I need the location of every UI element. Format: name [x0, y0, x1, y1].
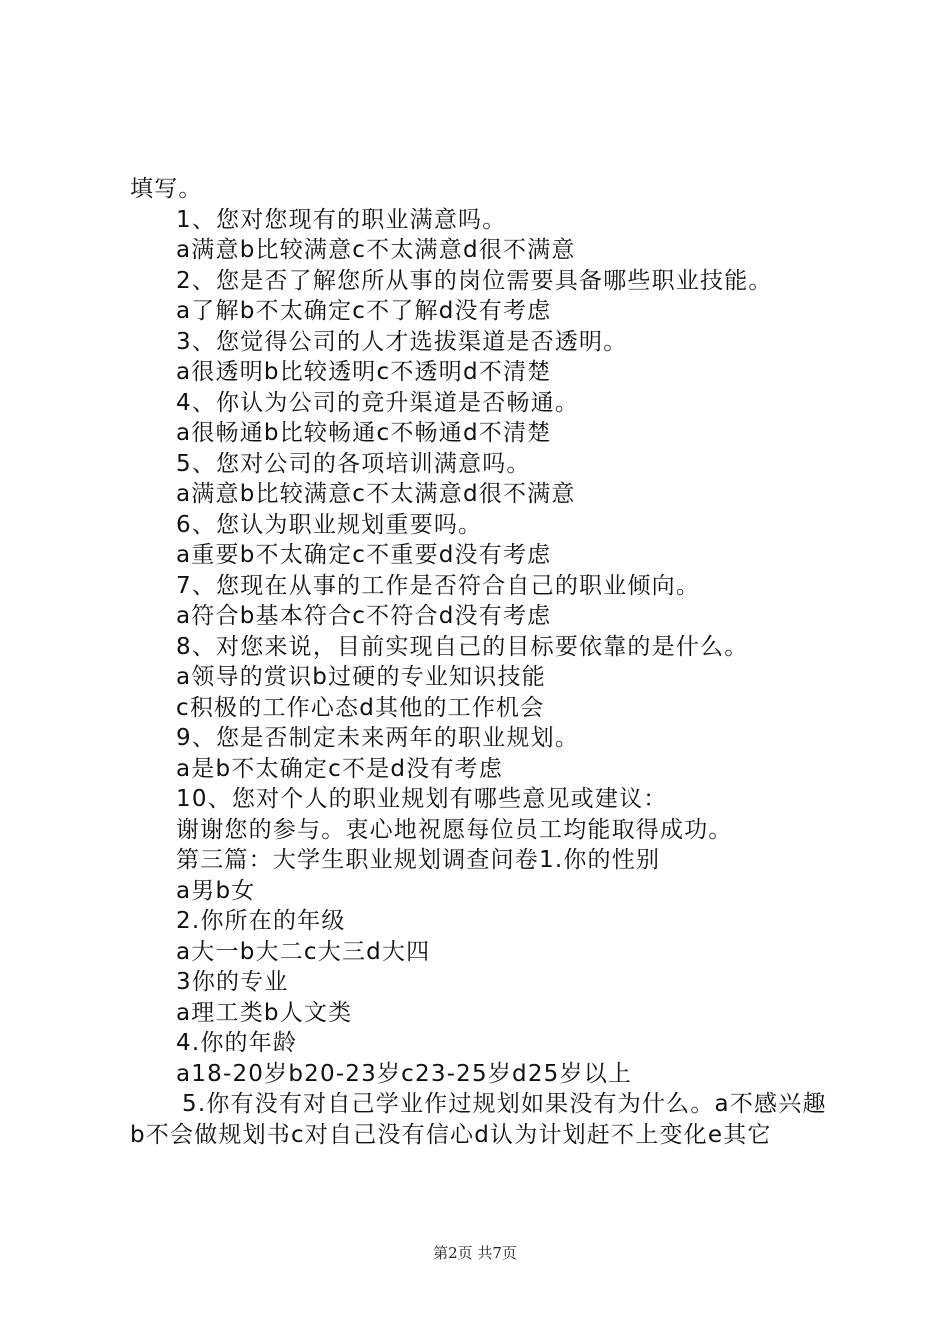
text-line: 8、对您来说，目前实现自己的目标要依靠的是什么。 — [176, 633, 749, 660]
text-line: a重要b不太确定c不重要d没有考虑 — [176, 542, 552, 568]
text-lines — [130, 174, 835, 1089]
text-line: 3你的专业 — [176, 969, 289, 995]
text-line: 2.你所在的年级 — [176, 908, 346, 934]
final-paragraph: 5.你有没有对自己学业作过规划如果没有为什么。a不感兴趣b不会做规划书c对自己没有信心d认为计划赶不上变化e其它 — [130, 1091, 827, 1148]
text-line: 4.你的年龄 — [176, 1030, 298, 1056]
text-line: 3、您觉得公司的人才选拔渠道是否透明。 — [176, 328, 628, 355]
text-line: a男b女 — [176, 877, 256, 904]
text-line: a了解b不太确定c不了解d没有考虑 — [176, 298, 552, 324]
text-line: a大一b大二c大三d大四 — [176, 938, 431, 965]
page-footer: 第2页 共7页 — [433, 1244, 517, 1262]
text-line: 5、您对公司的各项培训满意吗。 — [176, 450, 531, 477]
text-line: a理工类b人文类 — [176, 999, 353, 1026]
text-line: 10、您对个人的职业规划有哪些意见或建议： — [176, 786, 668, 812]
document-body — [130, 174, 835, 1150]
text-line: a符合b基本符合c不符合d没有考虑 — [176, 603, 552, 629]
text-line: a满意b比较满意c不太满意d很不满意 — [176, 237, 576, 263]
text-line: 4、你认为公司的竞升渠道是否畅通。 — [176, 389, 580, 416]
text-line: 谢谢您的参与。衷心地祝愿每位员工均能取得成功。 — [176, 816, 733, 843]
text-line: 1、您对您现有的职业满意吗。 — [176, 206, 507, 233]
text-line: 填写。 — [130, 176, 203, 202]
text-line: 2、您是否了解您所从事的岗位需要具备哪些职业技能。 — [176, 267, 773, 294]
text-line: a满意b比较满意c不太满意d很不满意 — [176, 481, 576, 507]
text-line: 6、您认为职业规划重要吗。 — [176, 511, 483, 538]
text-line: a是b不太确定c不是d没有考虑 — [176, 755, 503, 782]
text-line: a很透明b比较透明c不透明d不清楚 — [176, 359, 552, 385]
text-line: 第三篇：大学生职业规划调查问卷1.你的性别 — [176, 847, 661, 873]
text-line: a很畅通b比较畅通c不畅通d不清楚 — [176, 420, 552, 446]
text-line: c积极的工作心态d其他的工作机会 — [176, 694, 545, 721]
text-line: a18-20岁b20-23岁c23-25岁d25岁以上 — [176, 1060, 633, 1087]
text-line: a领导的赏识b过硬的专业知识技能 — [176, 664, 546, 690]
text-line: 9、您是否制定未来两年的职业规划。 — [176, 725, 580, 751]
text-line: 7、您现在从事的工作是否符合自己的职业倾向。 — [176, 572, 701, 599]
